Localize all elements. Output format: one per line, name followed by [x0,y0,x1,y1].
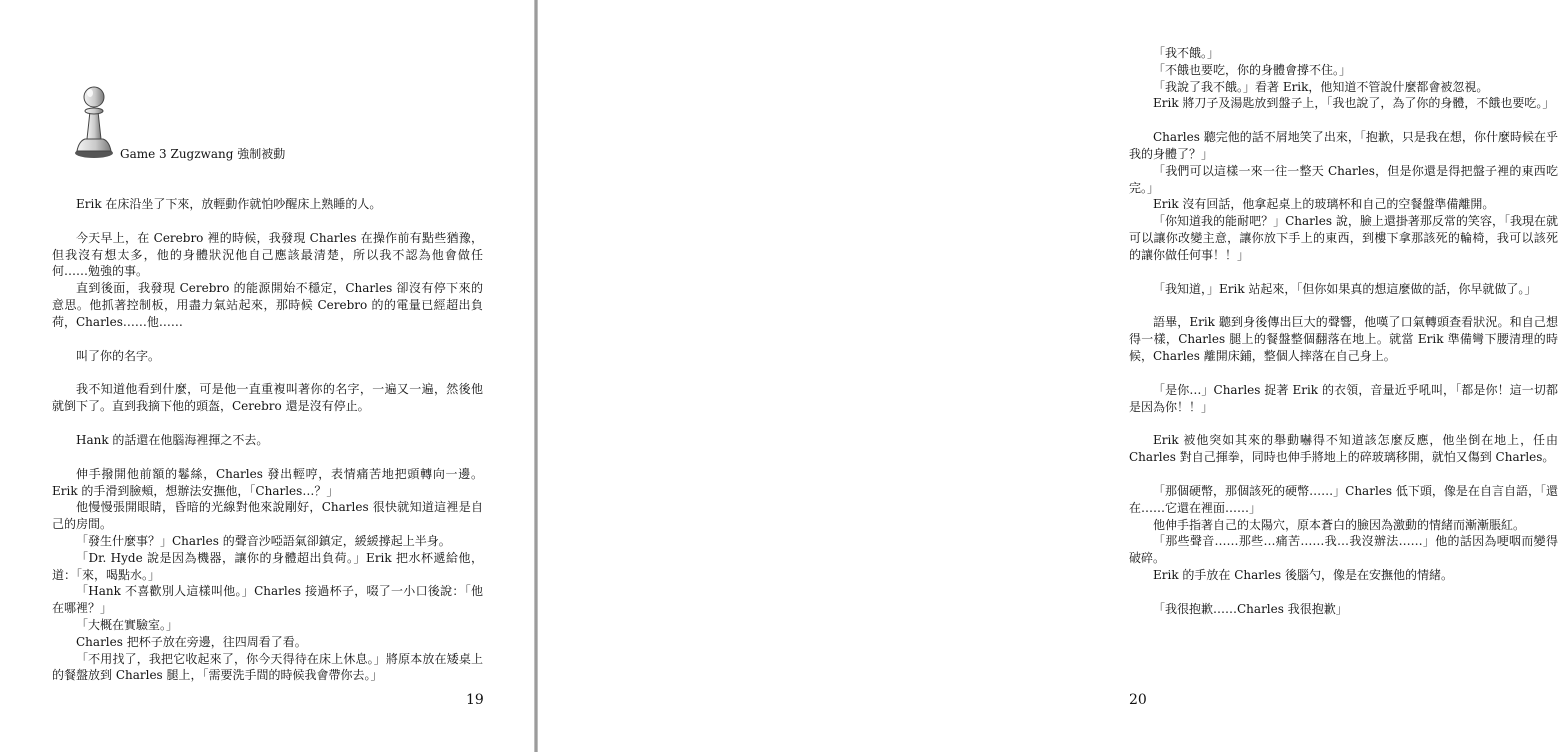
paragraph: 「大概在實驗室。」 [76,617,179,632]
paragraph: 「Dr. Hyde 說是因為機器，讓你的身體超出負荷。」Erik 把水杯遞給他，道：「來，喝點水。」 [52,550,483,582]
paragraph: Erik 沒有回話，他拿起桌上的玻璃杯和自己的空餐盤準備離開。 [1153,197,1495,212]
left-page [0,0,534,752]
paragraph: 「我們可以這樣一來一往一整天 Charles，但是你還是得把盤子裡的東西吃完。」 [1129,163,1558,195]
paragraph: 「發生什麼事？」Charles 的聲音沙啞語氣卻鎮定，緩緩撐起上半身。 [76,533,451,548]
paragraph-gap [52,213,483,230]
paragraph: 「那些聲音……那些…痛苦……我…我沒辦法……」他的話因為哽咽而變得破碎。 [1129,534,1558,566]
paragraph: 「不用找了，我把它收起來了，你今天得待在床上休息。」將原本放在矮桌上的餐盤放到 Charles 腿上，「需要洗手間的時候我會帶你去。」 [52,651,483,683]
chess-pawn-icon [73,83,115,159]
paragraph-gap [1129,584,1558,601]
paragraph: 他伸手指著自己的太陽穴，原本蒼白的臉因為激動的情緒而漸漸脹紅。 [1153,517,1526,532]
paragraph: Charles 聽完他的話不屑地笑了出來，「抱歉，只是我在想，你什麼時候在乎我的身體了？」 [1129,130,1558,161]
paragraph: Hank 的話還在他腦海裡揮之不去。 [76,432,269,447]
paragraph-gap [52,415,483,432]
chapter-title: Game 3 Zugzwang 強制被動 [120,147,286,161]
paragraph: 我不知道他看到什麼，可是他一直重複叫著你的名字，一遍又一遍，然後他就倒下了。直到我摘下他的頭盔，Cerebro 還是沒有停止。 [52,382,483,414]
page-number-left: 19 [466,692,484,708]
paragraph: 「你知道我的能耐吧？」Charles 說，臉上還掛著那反常的笑容，「我現在就可以讓你改變主意，讓你放下手上的東西，到樓下拿那該死的輪椅，我可以該死的讓你做任何事！！」 [1129,214,1558,262]
paragraph: Erik 的手放在 Charles 後腦勺，像是在安撫他的情緒。 [1153,567,1453,582]
paragraph: 他慢慢張開眼睛，昏暗的光線對他來說剛好，Charles 很快就知道這裡是自己的房間。 [52,500,483,532]
paragraph-gap [1129,415,1558,432]
paragraph: 「那個硬幣，那個該死的硬幣……」Charles 低下頭，像是在自言自語，「還在……它還在裡面……」 [1129,483,1558,515]
paragraph-gap [1129,365,1558,382]
paragraph: 「是你…」Charles 捉著 Erik 的衣領，音量近乎吼叫，「都是你！這一切都是因為你！！」 [1129,382,1558,414]
paragraph: 「我很抱歉……Charles 我很抱歉」 [1153,601,1348,616]
paragraph: 今天早上，在 Cerebro 裡的時候，我發現 Charles 在操作前有點些猶豫，但我沒有想太多，他的身體狀況他自己應該最清楚，所以我不認為他會做任何……勉強的事。 [52,230,483,279]
paragraph: Erik 被他突如其來的舉動嚇得不知道該怎麼反應，他坐倒在地上，任由 Charles 對自己揮拳，同時也伸手將地上的碎玻璃移開，就怕又傷到 Charles。 [1129,433,1558,465]
page-number-right: 20 [1129,692,1147,708]
paragraph: Erik 將刀子及湯匙放到盤子上，「我也說了，為了你的身體，不餓也要吃。」 [1153,96,1555,111]
paragraph-gap [52,364,483,381]
paragraph: 伸手撥開他前額的鬈絲，Charles 發出輕哼，表情痛苦地把頭轉向一邊。Erik 的手滑到臉頰，想辦法安撫他，「Charles…？」 [52,466,483,498]
paragraph-gap [1129,112,1558,129]
paragraph: 「我說了我不餓。」看著 Erik，他知道不管說什麼都會被忽視。 [1153,79,1489,94]
paragraph: 「不餓也要吃，你的身體會撐不住。」 [1153,62,1352,77]
paragraph-gap [52,449,483,466]
paragraph-gap [1129,466,1558,483]
paragraph-gap [1129,264,1558,281]
paragraph: 「我知道，」Erik 站起來，「但你如果真的想這麼做的話，你早就做了。」 [1153,281,1537,296]
left-body-text [52,196,483,684]
right-page [538,0,1558,752]
paragraph: 「Hank 不喜歡別人這樣叫他。」Charles 接過杯子，啜了一小口後說：「他在哪裡？」 [52,584,483,616]
right-body-text [1129,45,1558,618]
paragraph: 語畢，Erik 聽到身後傳出巨大的聲響，他嘆了口氣轉頭查看狀況。和自己想得一樣，Charles 腿上的餐盤整個翻落在地上。就當 Erik 準備彎下腰清理的時候，Charles 離開床鋪，整個人摔落在自己身上。 [1129,315,1558,363]
paragraph: Charles 把杯子放在旁邊，往四周看了看。 [76,634,307,649]
paragraph: 直到後面，我發現 Cerebro 的能源開始不穩定，Charles 卻沒有停下來的意思。他抓著控制板，用盡力氣站起來，那時候 Cerebro 的的電量已經超出負荷，Charles……他…… [52,281,483,329]
paragraph: Erik 在床沿坐了下來，放輕動作就怕吵醒床上熟睡的人。 [76,197,382,211]
paragraph-gap [1129,297,1558,314]
paragraph-gap [52,331,483,348]
paragraph: 叫了你的名字。 [76,348,161,363]
paragraph: 「我不餓。」 [1153,46,1220,60]
